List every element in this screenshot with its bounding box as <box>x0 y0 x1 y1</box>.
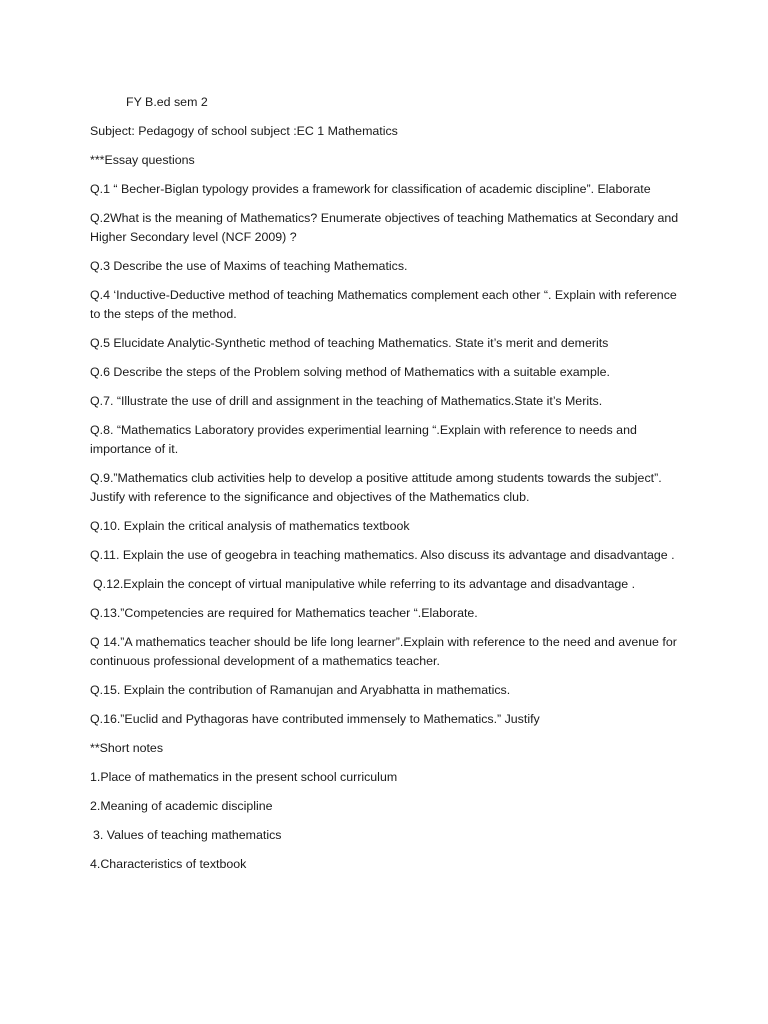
question-16: Q.16.”Euclid and Pythagoras have contributed immensely to Mathematics.” Justify <box>90 712 540 726</box>
question-11: Q.11. Explain the use of geogebra in teaching mathematics. Also discuss its advantage and disadvantage . <box>90 548 675 562</box>
question-6: Q.6 Describe the steps of the Problem solving method of Mathematics with a suitable example. <box>90 365 610 379</box>
short-note-3: 3. Values of teaching mathematics <box>93 828 282 842</box>
question-7: Q.7. “Illustrate the use of drill and assignment in the teaching of Mathematics.State it’s Merits. <box>90 394 603 408</box>
question-8: Q.8. “Mathematics Laboratory provides experimential learning “.Explain with reference to needs and importance of it. <box>90 423 637 456</box>
short-note-2: 2.Meaning of academic discipline <box>90 799 273 813</box>
essay-questions-heading: ***Essay questions <box>90 153 195 167</box>
question-3: Q.3 Describe the use of Maxims of teaching Mathematics. <box>90 259 408 273</box>
document-body <box>90 93 690 884</box>
short-note-4: 4.Characteristics of textbook <box>90 857 247 871</box>
question-12: Q.12.Explain the concept of virtual manipulative while referring to its advantage and disadvantage . <box>93 577 636 591</box>
short-notes-heading: **Short notes <box>90 741 164 755</box>
question-15: Q.15. Explain the contribution of Ramanujan and Aryabhatta in mathematics. <box>90 683 511 697</box>
question-2: Q.2What is the meaning of Mathematics? Enumerate objectives of teaching Mathematics at Secondary and Higher Secondary level (NCF 2009) ? <box>90 211 679 244</box>
question-13: Q.13.”Competencies are required for Mathematics teacher “.Elaborate. <box>90 606 478 620</box>
document-header: FY B.ed sem 2 <box>126 95 208 109</box>
question-1: Q.1 “ Becher-Biglan typology provides a framework for classification of academic discipline”. Elaborate <box>90 182 651 196</box>
question-9: Q.9.”Mathematics club activities help to develop a positive attitude among students towards the subject”. Justify with reference to the significance and objectives of the Mathematics club. <box>90 471 662 504</box>
short-note-1: 1.Place of mathematics in the present school curriculum <box>90 770 398 784</box>
question-10: Q.10. Explain the critical analysis of mathematics textbook <box>90 519 410 533</box>
question-4: Q.4 ‘Inductive-Deductive method of teaching Mathematics complement each other “. Explain with reference to the steps of the method. <box>90 288 677 321</box>
question-5: Q.5 Elucidate Analytic-Synthetic method of teaching Mathematics. State it’s merit and demerits <box>90 336 609 350</box>
question-14: Q 14.”A mathematics teacher should be life long learner”.Explain with reference to the need and avenue for continuous professional development of a mathematics teacher. <box>90 635 677 668</box>
subject-line: Subject: Pedagogy of school subject :EC 1 Mathematics <box>90 124 398 138</box>
